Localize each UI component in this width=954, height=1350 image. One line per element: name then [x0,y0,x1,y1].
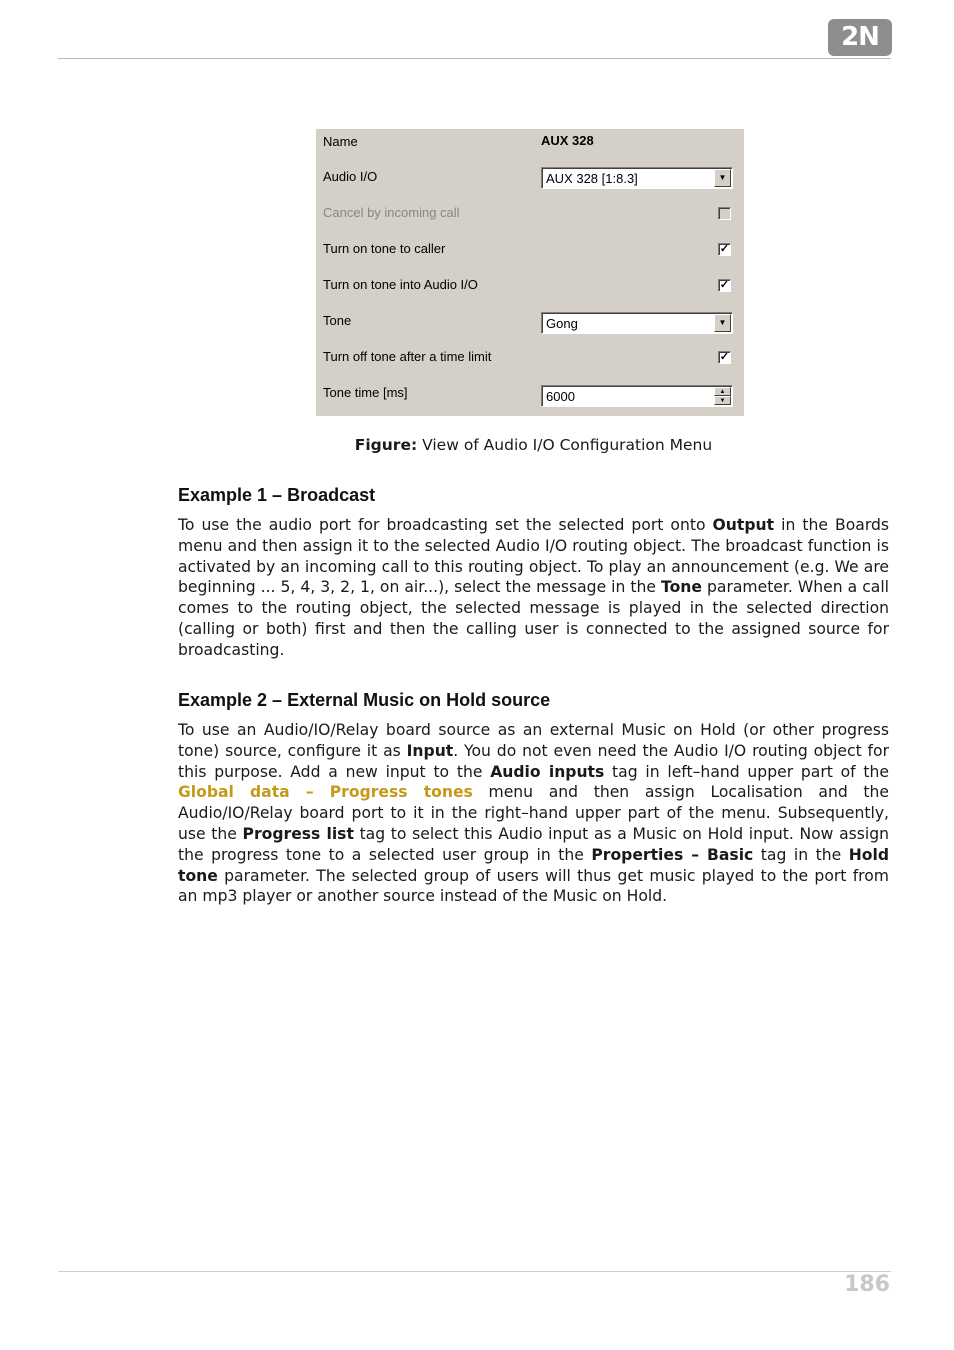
figure-caption [178,436,889,454]
tone-time-value: 6000 [546,389,575,404]
chevron-down-icon[interactable]: ▼ [714,169,731,187]
turn-off-tone-checkbox[interactable]: ✓ [719,351,730,363]
row-label: Name [323,134,358,149]
row-label: Tone [323,313,352,328]
chevron-down-icon[interactable]: ▼ [714,314,731,332]
row-tone-into-audio [316,273,744,309]
tone-select[interactable] [541,312,733,334]
brand-logo: 2N [828,19,892,56]
example1-heading: Example 1 – Broadcast [178,485,376,505]
example1-paragraph: To use the audio port for broadcasting set the selected port onto Output in the Boards menu and then assign it to the selected Audio I/O routing object. The broadcast function is activated by an incoming call to this routing object. To play an announcement (e.g. We are beginning ... 5, 4, 3, 2, 1, on air...), select the message in the Tone parameter. When a call comes to the routing object, the selected message is played in the selected direction (calling or both) first and then the calling user is connected to the assigned source for broadcasting. [178,516,889,659]
tone-time-spinner[interactable] [541,385,733,407]
header-rule [58,58,891,59]
row-label: Tone time [ms] [323,385,408,400]
page-number: 186 [844,1272,890,1297]
spin-up-icon[interactable]: ▲ [714,387,731,396]
tone-to-caller-checkbox[interactable]: ✓ [719,243,730,255]
audio-io-select[interactable] [541,167,733,189]
example2-heading: Example 2 – External Music on Hold source [178,690,551,710]
row-label: Turn on tone to caller [323,241,446,256]
row-label: Cancel by incoming call [323,205,460,220]
caption-text: View of Audio I/O Configuration Menu [422,436,713,454]
row-tone-to-caller [316,237,744,273]
spin-down-icon[interactable]: ▼ [714,396,731,405]
audio-io-select-value: AUX 328 [1:8.3] [546,171,638,186]
example2-paragraph: To use an Audio/IO/Relay board source as an external Music on Hold (or other progress tone) source, configure it as Input. You do not even need the Audio I/O routing object for this purpose. Add a new input to the Audio inputs tag in left–hand upper part of the Global data – Progress tones menu and then assign Localisation and the Audio/IO/Relay board port to it in the right–hand upper part of the menu. Subsequently, use the Progress list tag to select this Audio input as a Music on Hold input. Now assign the progress tone to a selected user group in the Properties – Basic tag in the Hold tone parameter. The selected group of users will thus get music played to the port from an mp3 player or another source instead of the Music on Hold. [178,721,890,906]
tone-select-value: Gong [546,316,578,331]
row-label: Audio I/O [323,169,378,184]
row-label: Turn on tone into Audio I/O [323,277,478,292]
row-label: Turn off tone after a time limit [323,349,492,364]
cancel-by-incoming-checkbox[interactable] [718,207,731,220]
global-data-progress-tones-link[interactable]: Global data – Progress tones [178,783,473,802]
tone-into-audio-checkbox[interactable]: ✓ [719,279,730,291]
audio-io-config-panel [316,129,744,416]
row-name [316,129,744,165]
name-value: AUX 328 [541,133,594,148]
row-turn-off-tone [316,345,744,381]
footer-rule [58,1271,891,1272]
caption-prefix: Figure: [354,436,418,454]
row-cancel-by-incoming [316,201,744,237]
